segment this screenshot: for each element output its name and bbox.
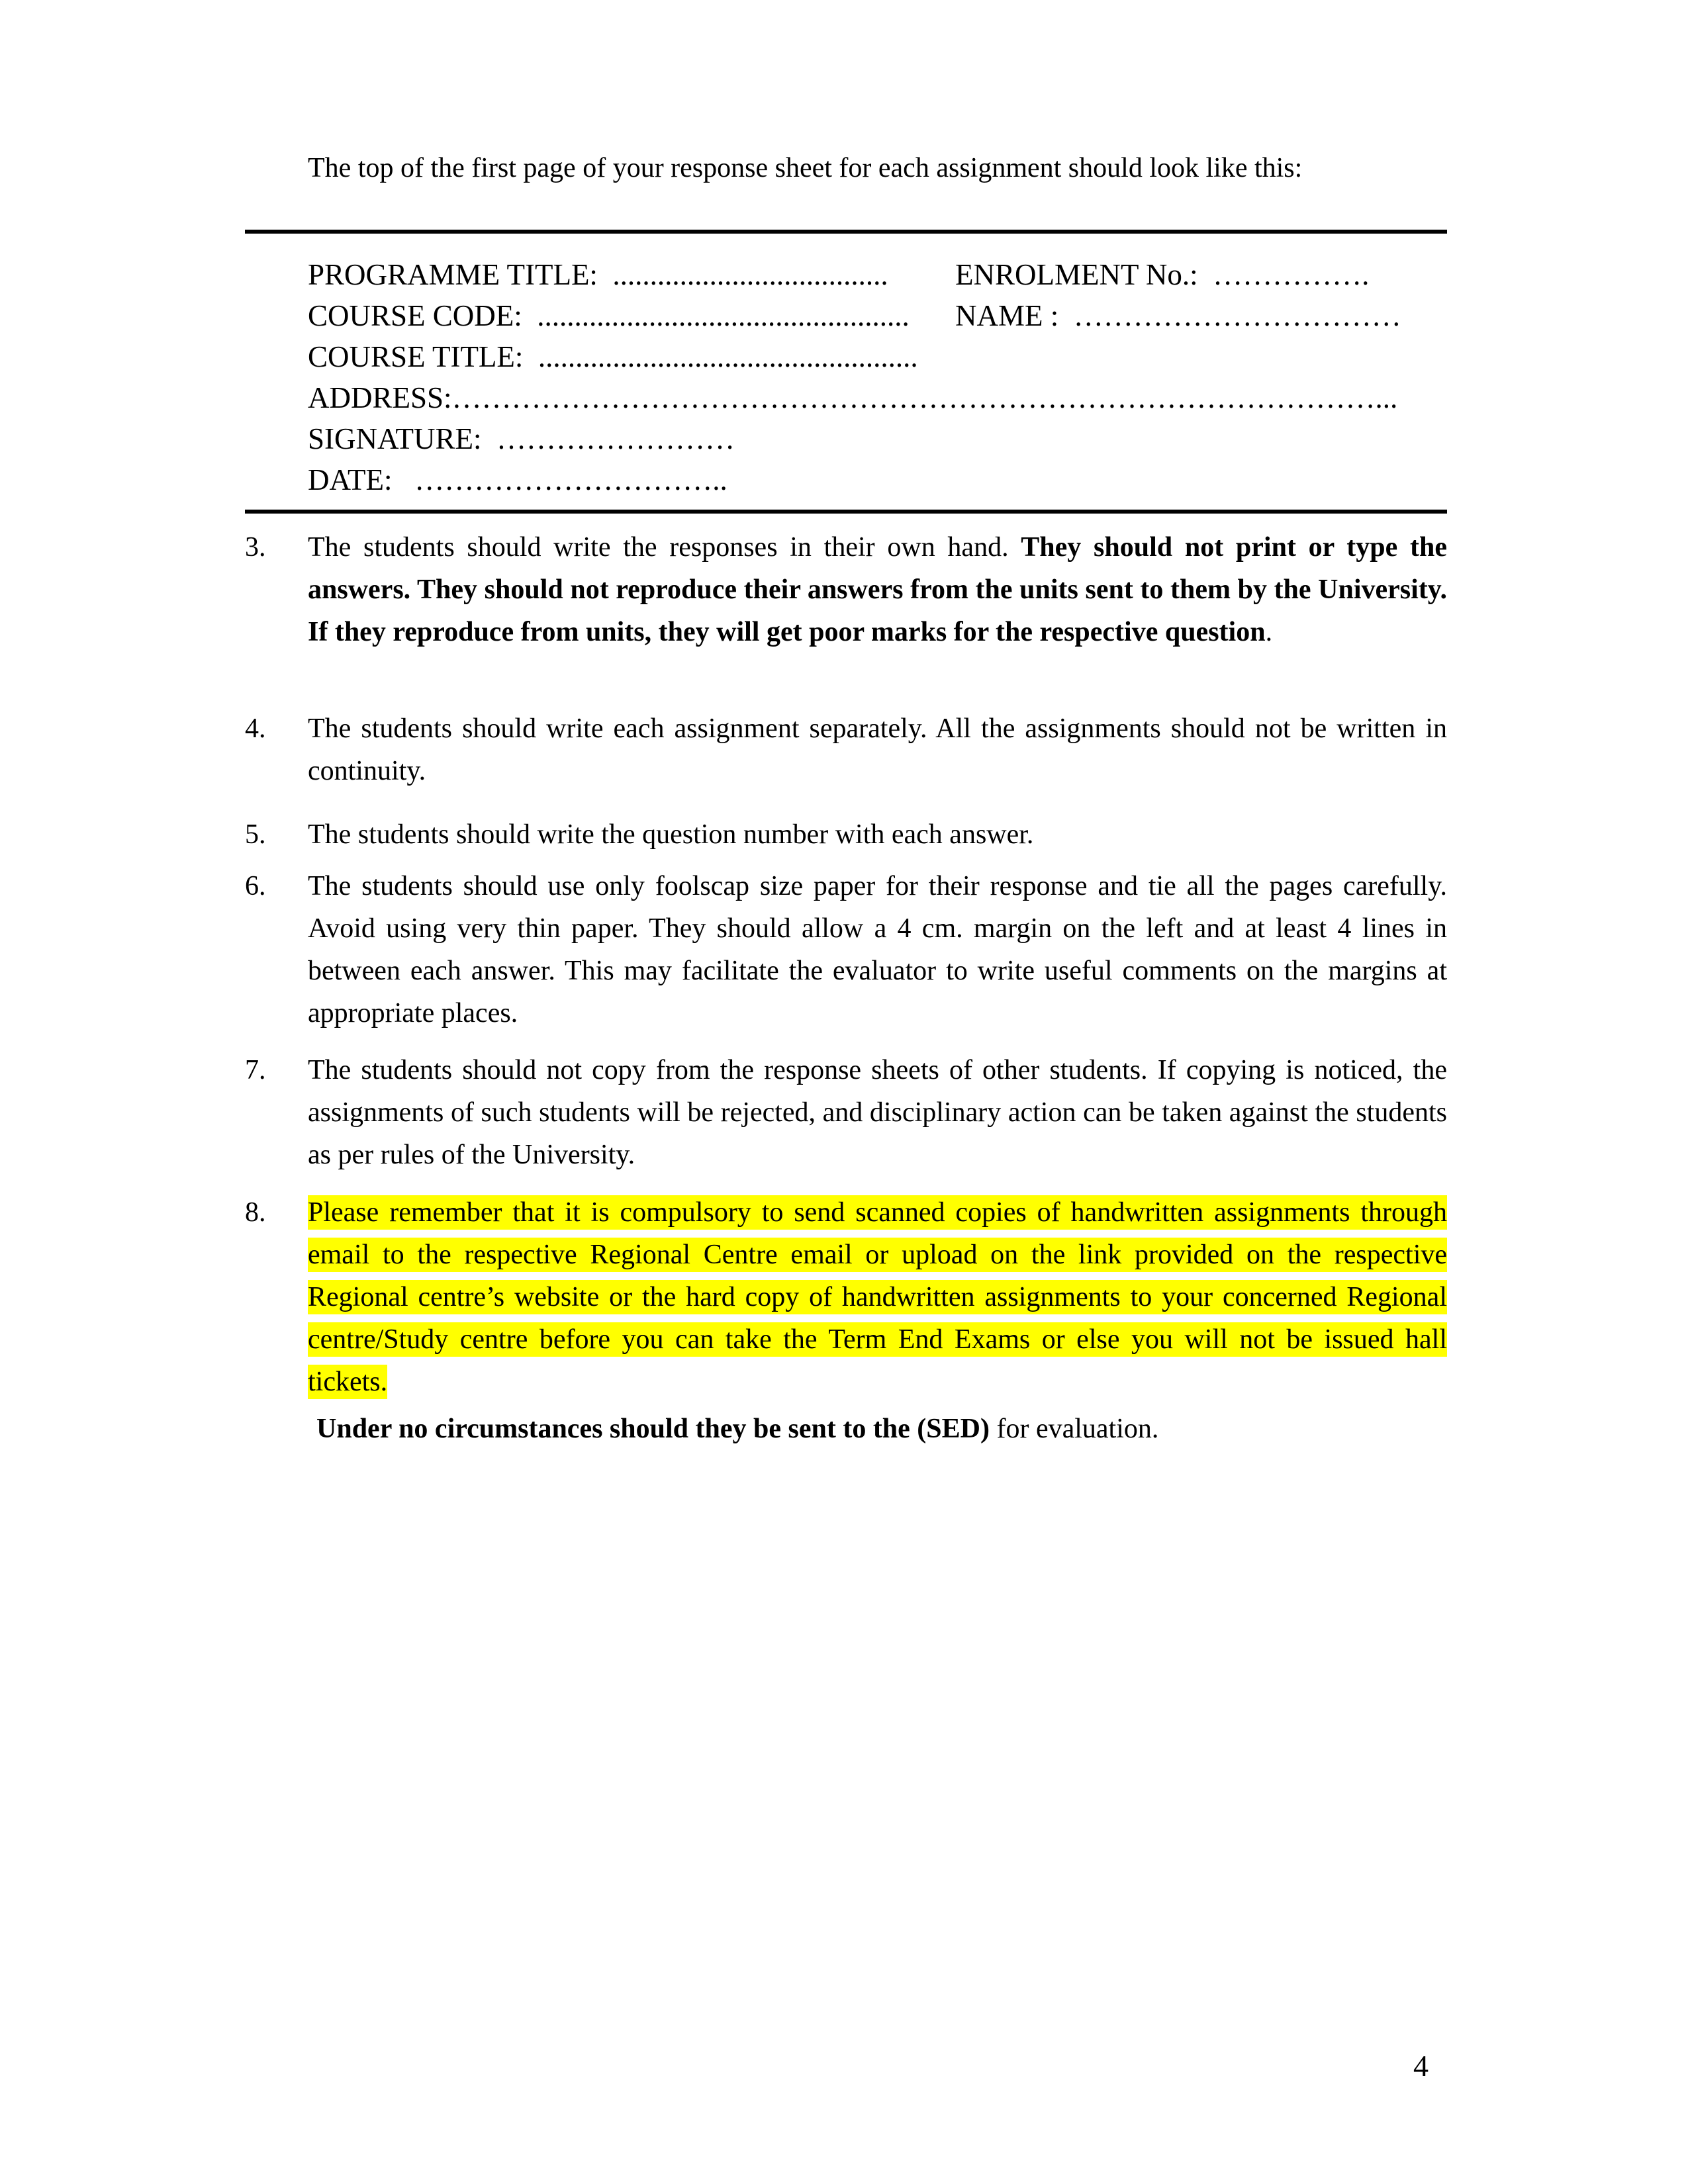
footer-note-regular: for evaluation. [989,1414,1159,1444]
item-number: 3. [245,532,266,563]
list-item [245,707,1447,792]
form-field: COURSE CODE: .................................................. [308,299,910,332]
item-text: The students should write the question number with each answer. [308,819,1034,850]
item-text: The students should write the responses in their own hand. They should not print or type the answers. They should not reproduce their answers from the units sent to them by the University. If they reproduce from units, they will get poor marks for the respective question. [308,532,1447,647]
item-number: 7. [245,1055,266,1085]
footer-note-bold: Under no circumstances should they be sent to the (SED) [316,1414,990,1444]
form-field: DATE: ………………………….. [308,463,727,496]
item-text: The students should use only foolscap size paper for their response and tie all the pages carefully. Avoid using very thin paper. They should allow a 4 cm. margin on the left and at least 4 lines in between each answer. This may facilitate the evaluator to write useful comments on the margins at appropriate places. [308,871,1447,1028]
list-item [245,865,1447,1034]
item-text: The students should write each assignment separately. All the assignments should not be written in continuity. [308,713,1447,786]
form-field: NAME : …………………………… [955,299,1401,332]
item-number: 5. [245,819,266,850]
item-number: 4. [245,713,266,744]
list-item [245,1191,1447,1403]
footer-note [316,1408,1481,1450]
page-number: 4 [1413,2049,1429,2083]
list-item [245,813,1447,856]
form-field: ENROLMENT No.: ……………. [955,258,1370,291]
form-field: PROGRAMME TITLE: ..................................... [308,258,888,291]
item-text: The students should not copy from the response sheets of other students. If copying is noticed, the assignments of such students will be rejected, and disciplinary action can be taken against the students as per rules of the University. [308,1055,1447,1170]
item-number: 8. [245,1197,266,1228]
item-number: 6. [245,871,266,901]
list-item [245,526,1447,653]
form-field: ADDRESS:…………………………………………………………………………………... [308,381,1398,414]
form-field: SIGNATURE: …………………… [308,422,735,455]
list-item [245,1049,1447,1176]
form-field: COURSE TITLE: ................................................... [308,340,918,373]
intro-text: The top of the first page of your response sheet for each assignment should look like this: [308,153,1303,183]
item-text: Please remember that it is compulsory to send scanned copies of handwritten assignments through email to the respective Regional Centre email or upload on the link provided on the respective Regional centre’s website or the hard copy of handwritten assignments to your concerned Regional centre/Study centre before you can take the Term End Exams or else you will not be issued hall tickets. [308,1191,1447,1403]
